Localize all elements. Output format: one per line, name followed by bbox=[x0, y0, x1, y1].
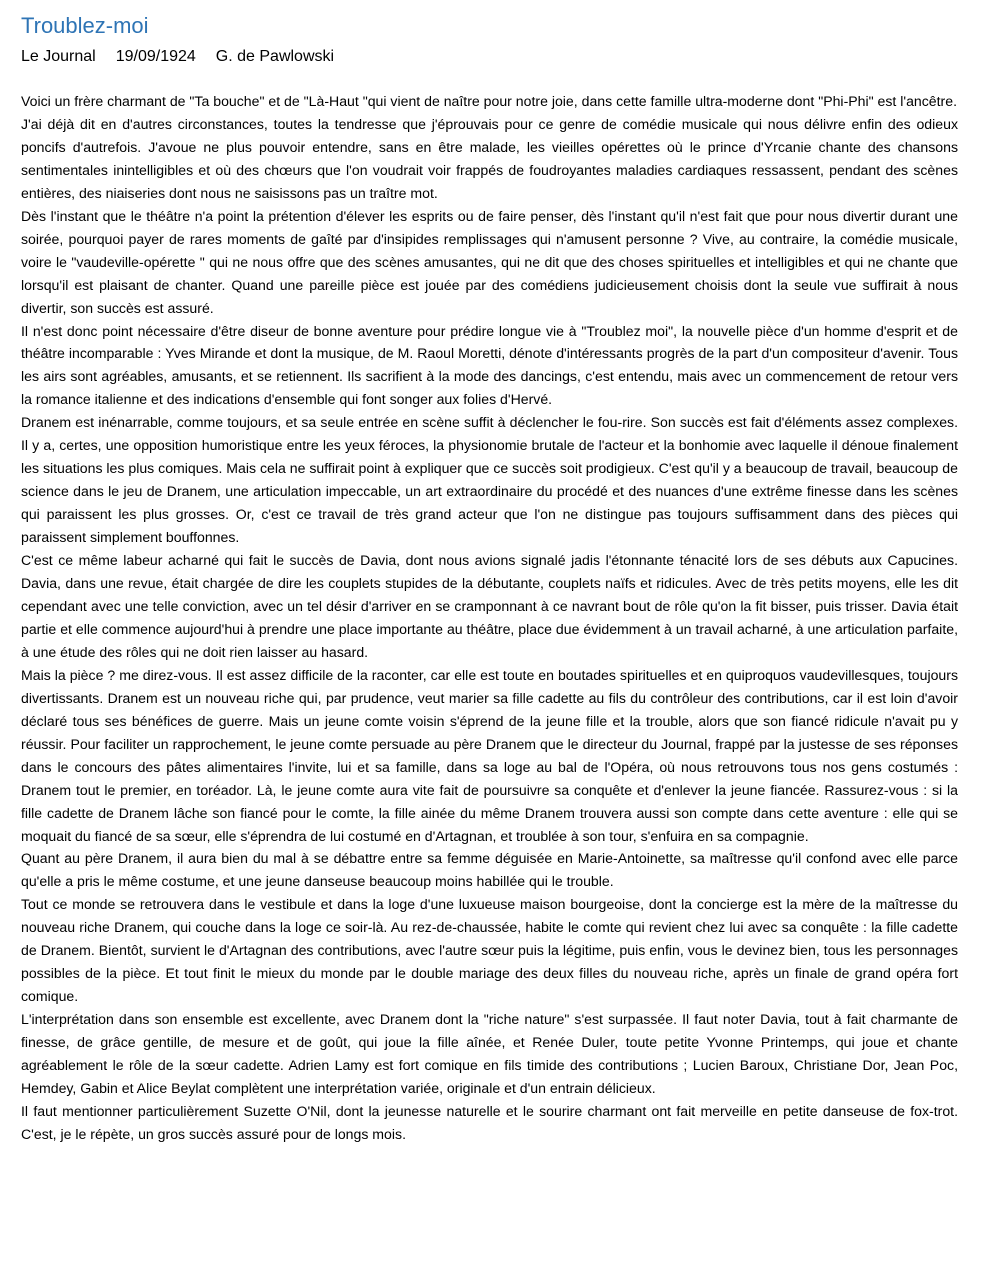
article-body bbox=[21, 90, 958, 1146]
article bbox=[21, 12, 958, 1146]
paragraph: Mais la pièce ? me direz-vous. Il est assez difficile de la raconter, car elle est toute en boutades spirituelles et en quiproquos vaudevillesques, toujours divertissants. Dranem est un nouveau riche qui, par prudence, veut marier sa fille cadette au fils du contrôleur des contributions, car il est loin d'avoir déclaré tous ses bénéfices de guerre. Mais un jeune comte voisin s'éprend de la jeune fille et la trouble, alors que son fiancé ridicule n'avait pu y réussir. Pour faciliter un rapprochement, le jeune comte persuade au père Dranem que le directeur du Journal, frappé par la justesse de ses réponses dans le concours des pâtes alimentaires l'invite, lui et sa famille, dans sa loge au bal de l'Opéra, où nous retrouvons tous nos gens costumés : Dranem tout le premier, en toréador. Là, le jeune comte aura vite fait de poursuivre sa conquête et d'enlever la jeune fiancée. Rassurez-vous : si la fille cadette de Dranem lâche son fiancé pour le comte, la fille ainée du même Dranem trouvera aussi son compte dans cette aventure : elle qui se moquait du fiancé de sa sœur, elle s'éprendra de lui costumé en d'Artagnan, et troublée à son tour, s'enfuira en sa compagnie. bbox=[21, 666, 958, 844]
paragraph: C'est ce même labeur acharné qui fait le succès de Davia, dont nous avions signalé jadis l'étonnante ténacité lors de ses débuts aux Capucines. Davia, dans une revue, était chargée de dire les couplets stupides de la débutante, couplets naïfs et ridicules. Avec de très petits moyens, elle les dit cependant avec une telle conviction, avec un tel désir d'arriver en se cramponnant à ce navrant bout de rôle qu'on la fit bisser, puis trisser. Davia était partie et elle commence aujourd'hui à prendre une place importante au théâtre, place due évidemment à un travail acharné, à une articulation parfaite, à une étude des rôles qui ne doit rien laisser au hasard. bbox=[21, 552, 958, 660]
article-source: Le Journal bbox=[21, 48, 96, 65]
article-author: G. de Pawlowski bbox=[215, 48, 335, 65]
paragraph: Dès l'instant que le théâtre n'a point la prétention d'élever les esprits ou de faire penser, dès l'instant qu'il n'est fait que pour nous divertir durant une soirée, pourquoi payer de rares moments de gaîté par d'insipides remplissages qui n'amusent personne ? Vive, au contraire, la comédie musicale, voire le "vaudeville-opérette " qui ne nous offre que des scènes amusantes, qui ne dit que des choses spirituelles et intelligibles et qui ne chante que lorsqu'il est plaisant de chanter. Quand une pareille pièce est jouée par des comédiens judicieusement choisis dont la seule vue suffirait à nous divertir, son succès est assuré. bbox=[21, 207, 958, 316]
paragraph: J'ai déjà dit en d'autres circonstances, toutes la tendresse que j'éprouvais pour ce genre de comédie musicale qui nous délivre enfin des odieux poncifs d'autrefois. J'avoue ne plus pouvoir entendre, sans en être malade, les vieilles opérettes où le prince d'Yrcanie chante des chansons sentimentales inintelligibles et où des chœurs que l'on voudrait voir frappés de foudroyantes maladies cardiaques ressassent, pendant des scènes entières, des niaiseries dont nous ne saisissons pas un traître mot. bbox=[21, 115, 958, 201]
paragraph: Il faut mentionner particulièrement Suzette O'Nil, dont la jeunesse naturelle et le sourire charmant ont fait merveille en petite danseuse de fox-trot. C'est, je le répète, un gros succès assuré pour de longs mois. bbox=[21, 1102, 958, 1142]
article-date: 19/09/1924 bbox=[115, 48, 196, 65]
article-title: Troublez-moi bbox=[21, 13, 149, 38]
paragraph: Voici un frère charmant de "Ta bouche" et de "Là-Haut "qui vient de naître pour notre joie, dans cette famille ultra-moderne dont "Phi-Phi" est l'ancêtre. bbox=[21, 93, 958, 109]
paragraph: L'interprétation dans son ensemble est excellente, avec Dranem dont la "riche nature" s'est surpassée. Il faut noter Davia, tout à fait charmante de finesse, de grâce gentille, de mesure et de goût, qui joue la fille aînée, et Renée Duler, toute petite Yvonne Printemps, qui joue et chante agréablement le rôle de la sœur cadette. Adrien Lamy est fort comique en fils timide des contributions ; Lucien Baroux, Christiane Dor, Jean Poc, Hemdey, Gabin et Alice Beylat complètent une interprétation variée, originale et d'un entrain délicieux. bbox=[21, 1011, 958, 1096]
paragraph: Dranem est inénarrable, comme toujours, et sa seule entrée en scène suffit à déclencher le fou-rire. Son succès est fait d'éléments assez complexes. Il y a, certes, une opposition humoristique entre les yeux féroces, la physionomie brutale de l'acteur et la bonhomie avec laquelle il dénoue finalement les situations les plus comiques. Mais cela ne suffirait point à expliquer que ce succès soit prodigieux. C'est qu'il y a beaucoup de travail, beaucoup de science dans le jeu de Dranem, une articulation impeccable, un art extraordinaire du procédé et des nuances d'une extrême finesse dans les scènes qui paraissent les plus grosses. Or, c'est ce travail de très grand acteur que l'on ne distingue pas toujours suffisamment dans des pièces qui paraissent simplement bouffonnes. bbox=[21, 414, 958, 546]
article-meta bbox=[21, 46, 958, 68]
paragraph: Il n'est donc point nécessaire d'être diseur de bonne aventure pour prédire longue vie à "Troublez moi", la nouvelle pièce d'un homme d'esprit et de théâtre incomparable : Yves Mirande et dont la musique, de M. Raoul Moretti, dénote d'intéressants progrès de la part d'un compositeur d'avenir. Tous les airs sont agréables, amusants, et se retiennent. Ils sacrifient à la mode des dancings, c'est entendu, mais avec un commencement de retour vers la romance italienne et des indications d'ensemble qui font songer aux folies d'Hervé. bbox=[21, 322, 958, 408]
paragraph: Quant au père Dranem, il aura bien du mal à se débattre entre sa femme déguisée en Marie-Antoinette, sa maîtresse qu'il confond avec elle parce qu'elle a pris le même costume, et une jeune danseuse beaucoup moins habillée qui le trouble. bbox=[21, 850, 958, 890]
paragraph: Tout ce monde se retrouvera dans le vestibule et dans la loge d'une luxueuse maison bourgeoise, dont la concierge est la mère de la maîtresse du nouveau riche Dranem, qui couche dans la loge ce soir-là. Au rez-de-chaussée, habite le comte qui revient chez lui avec sa conquête : la fille cadette de Dranem. Bientôt, survient le d'Artagnan des contributions, avec l'autre sœur puis la légitime, puis enfin, vous le devinez bien, tous les personnages possibles de la pièce. Et tout finit le mieux du monde par le double mariage des deux filles du nouveau riche, après un finale de grand opéra fort comique. bbox=[21, 896, 958, 1005]
